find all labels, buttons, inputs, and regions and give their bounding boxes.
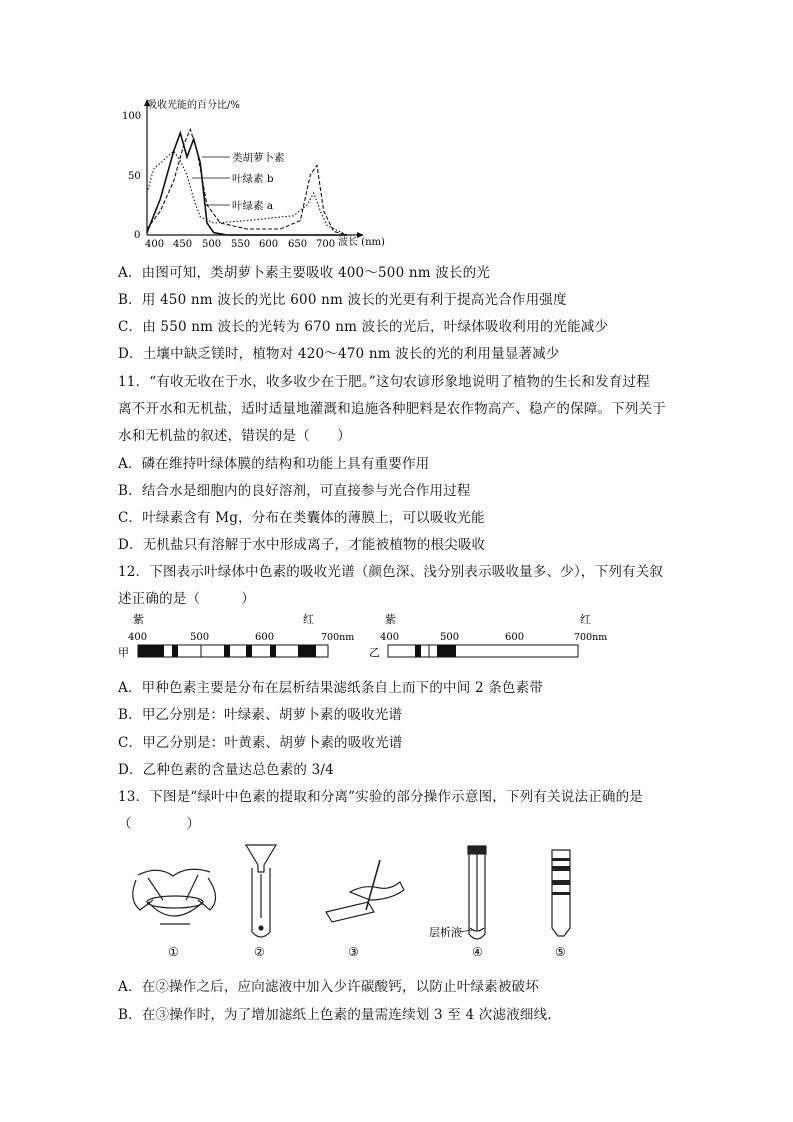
label-chl-a: 叶绿素 a (232, 200, 274, 212)
spectrum-tick: 500 (190, 632, 210, 643)
y-tick: 0 (134, 230, 141, 241)
x-tick: 650 (288, 239, 308, 250)
absorption-band (224, 645, 230, 657)
pigment-band (552, 880, 570, 885)
spectrum-jia-label: 甲 (118, 646, 129, 659)
absorption-band (415, 645, 421, 657)
solvent-label: 层析液 (429, 926, 462, 939)
x-tick: 400 (145, 239, 165, 250)
q13-option-b: B．在③操作时，为了增加滤纸上色素的量需连续划 3 至 4 次滤液细线. (118, 1007, 552, 1023)
spectrum-tick: 600 (505, 632, 525, 643)
q12-option-a: A．甲种色素主要是分布在层析结果滤纸条自上而下的中间 2 条色素带 (118, 680, 544, 696)
chart-xlabel: 波长 (nm) (338, 237, 385, 248)
q13-option-a: A．在②操作之后，应向滤液中加入少许碳酸钙，以防止叶绿素被破坏 (118, 979, 539, 995)
pigment-band (552, 866, 570, 871)
y-tick: 50 (128, 171, 141, 182)
x-tick: 700 (316, 239, 336, 250)
label-chl-b: 叶绿素 b (232, 173, 274, 185)
label-carotenoid: 类胡萝卜素 (232, 152, 285, 164)
pigment-band (552, 858, 570, 861)
x-tick: 500 (202, 239, 222, 250)
spectrum-tick: 700nm (321, 632, 355, 643)
q10-option-c: C．由 550 nm 波长的光转为 670 nm 波长的光后，叶绿体吸收利用的光能减少 (118, 319, 609, 335)
spectrum-tick: 400 (380, 632, 400, 643)
filter-strip-illustration (552, 850, 570, 936)
chart-ylabel: 吸收光能的百分比/% (147, 100, 240, 111)
q12-stem-line-2: 述正确的是（ ） (118, 591, 255, 607)
q11-stem-line-2: 离不开水和无机盐，适时适量地灌溉和追施各种肥料是农作物高产、稳产的保障。下列关于 (118, 401, 666, 417)
figure-label-4: ④ (472, 945, 483, 959)
absorption-band (270, 645, 276, 657)
q12-option-b: B．甲乙分别是：叶绿素、胡萝卜素的吸收光谱 (118, 707, 403, 723)
q12-stem-line-1: 12．下图表示叶绿体中色素的吸收光谱（颜色深、浅分别表示吸收量多、少），下列有关叙 (118, 564, 664, 580)
q13-stem-line-1: 13．下图是“绿叶中色素的提取和分离”实验的部分操作示意图，下列有关说法正确的是 (118, 789, 643, 805)
chromatography-tube-illustration (468, 846, 486, 939)
x-tick: 550 (231, 239, 251, 250)
figure-label-1: ① (168, 945, 179, 959)
q11-option-d: D．无机盐只有溶解于水中形成离子，才能被植物的根尖吸收 (118, 537, 486, 553)
spectrum-tick: 500 (440, 632, 460, 643)
y-tick: 100 (122, 111, 142, 122)
spectrum-violet-label: 紫 (133, 613, 144, 626)
spectrum-yi-label: 乙 (369, 646, 380, 659)
funnel-filtration-illustration (246, 845, 276, 937)
pigment-band (552, 892, 570, 895)
spectrum-red-label: 红 (580, 613, 591, 626)
x-tick: 600 (259, 239, 279, 250)
q11-option-c: C．叶绿素含有 Mg，分布在类囊体的薄膜上，可以吸收光能 (118, 510, 485, 526)
figure-label-3: ③ (348, 945, 359, 959)
draw-line-illustration (326, 860, 404, 922)
q10-option-d: D．土壤中缺乏镁时，植物对 420～470 nm 波长的光的利用量显著减少 (118, 346, 560, 362)
q10-option-b: B．用 450 nm 波长的光比 600 nm 波长的光更有利于提高光合作用强度 (118, 292, 567, 308)
q11-option-a: A．磷在维持叶绿体膜的结构和功能上具有重要作用 (118, 456, 430, 472)
spectrum-red-label: 红 (303, 613, 314, 626)
q12-option-c: C．甲乙分别是：叶黄素、胡萝卜素的吸收光谱 (118, 735, 403, 751)
q12-option-d: D．乙种色素的含量达总色素的 3/4 (118, 762, 334, 778)
absorption-band (138, 645, 164, 657)
q11-stem-line-3: 水和无机盐的叙述，错误的是（ ） (118, 428, 351, 444)
spectrum-figure (112, 612, 612, 668)
absorption-chart (110, 95, 400, 255)
q13-stem-line-2: （ ） (118, 816, 201, 832)
absorption-band (246, 645, 252, 657)
spectrum-violet-label: 紫 (385, 613, 396, 626)
q10-option-a: A．由图可知，类胡萝卜素主要吸收 400～500 nm 波长的光 (118, 265, 491, 281)
experiment-figure (118, 840, 598, 965)
absorption-band (172, 645, 178, 657)
figure-label-5: ⑤ (555, 945, 566, 959)
spectrum-tick: 400 (128, 632, 148, 643)
absorption-band (298, 645, 316, 657)
figure-label-2: ② (254, 945, 265, 959)
x-tick: 450 (173, 239, 193, 250)
mortar-grinding-illustration (133, 869, 216, 924)
q11-option-b: B．结合水是细胞内的良好溶剂，可直接参与光合作用过程 (118, 483, 471, 499)
spectrum-tick: 700nm (574, 632, 608, 643)
spectrum-tick: 600 (255, 632, 275, 643)
q11-stem-line-1: 11．“有收无收在于水，收多收少在于肥。”这句农谚形象地说明了植物的生长和发育过程 (118, 374, 650, 390)
absorption-band (437, 645, 456, 657)
